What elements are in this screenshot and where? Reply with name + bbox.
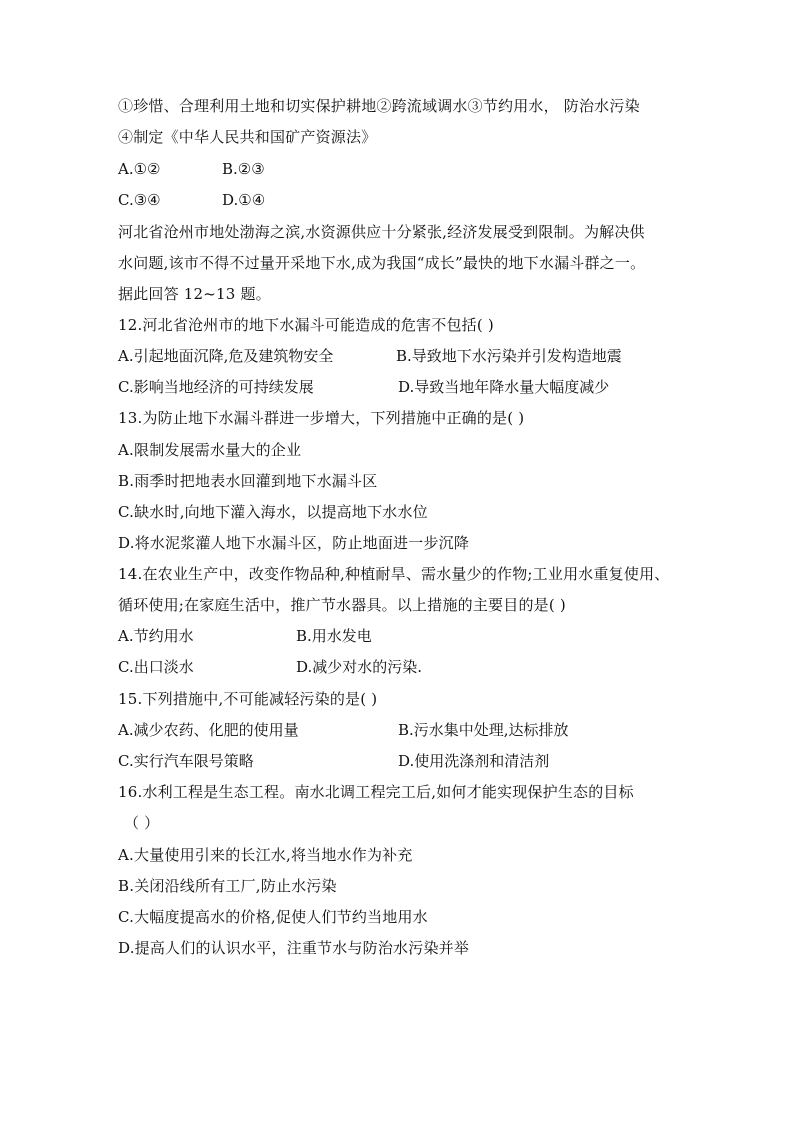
q15-option-b: B.污水集中处理,达标排放 [398, 721, 569, 739]
q16-option-d: D.提高人们的认识水平，注重节水与防治水污染并举 [118, 939, 470, 957]
q12-option-a: A.引起地面沉降,危及建筑物安全 [118, 347, 334, 365]
q15-option-a: A.减少农药、化肥的使用量 [118, 721, 299, 739]
q16-option-b: B.关闭沿线所有工厂,防止水污染 [118, 877, 337, 895]
passage-line-1: 河北省沧州市地处渤海之滨,水资源供应十分紧张,经济发展受到限制。为解决供 [118, 223, 645, 241]
intro-line-2: ④制定《中华人民共和国矿产资源法》 [118, 128, 377, 146]
q14-option-c: C.出口淡水 [118, 658, 194, 676]
q14-stem-line-1: 14.在农业生产中，改变作物品种,种植耐旱、需水量少的作物;工业用水重复使用、 [118, 565, 670, 583]
q16-option-c: C.大幅度提高水的价格,促使人们节约当地用水 [118, 908, 428, 926]
intro-line-1: ①珍惜、合理利用土地和切实保护耕地②跨流域调水③节约用水， 防治水污染 [118, 97, 640, 115]
q12-option-d: D.导致当地年降水量大幅度减少 [398, 378, 610, 396]
q13-stem: 13.为防止地下水漏斗群进一步增大，下列措施中正确的是( ) [118, 409, 525, 427]
intro-option-a: A.①② [118, 160, 161, 178]
q14-option-a: A.节约用水 [118, 627, 194, 645]
q16-option-a: A.大量使用引来的长江水,将当地水作为补充 [118, 846, 413, 864]
passage-line-3: 据此回答 12~13 题。 [118, 285, 271, 303]
q15-option-c: C.实行汽车限号策略 [118, 752, 254, 770]
intro-option-c: C.③④ [118, 191, 161, 209]
q14-stem-line-2: 循环使用;在家庭生活中，推广节水器具。以上措施的主要目的是( ) [118, 596, 566, 614]
intro-option-b: B.②③ [222, 160, 265, 178]
q15-option-d: D.使用洗涤剂和清洁剂 [398, 752, 550, 770]
q14-option-b: B.用水发电 [296, 627, 372, 645]
q13-option-c: C.缺水时,向地下灌入海水，以提高地下水水位 [118, 503, 428, 521]
q16-stem-line-1: 16.水利工程是生态工程。南水北调工程完工后,如何才能实现保护生态的目标 [118, 783, 634, 801]
intro-option-d: D.①④ [222, 191, 266, 209]
q15-stem: 15.下列措施中,不可能减轻污染的是( ) [118, 690, 378, 708]
q16-stem-line-2: （ ） [124, 814, 160, 832]
q13-option-a: A.限制发展需水量大的企业 [118, 441, 302, 459]
q12-option-b: B.导致地下水污染并引发构造地震 [396, 347, 622, 365]
q14-option-d: D.减少对水的污染. [296, 658, 423, 676]
q13-option-b: B.雨季时把地表水回灌到地下水漏斗区 [118, 472, 378, 490]
q12-stem: 12.河北省沧州市的地下水漏斗可能造成的危害不包括( ) [118, 316, 494, 334]
q12-option-c: C.影响当地经济的可持续发展 [118, 378, 314, 396]
q13-option-d: D.将水泥浆灌人地下水漏斗区，防止地面进一步沉降 [118, 534, 470, 552]
passage-line-2: 水问题,该市不得不过量开采地下水,成为我国“成长”最快的地下水漏斗群之一。 [118, 254, 646, 272]
